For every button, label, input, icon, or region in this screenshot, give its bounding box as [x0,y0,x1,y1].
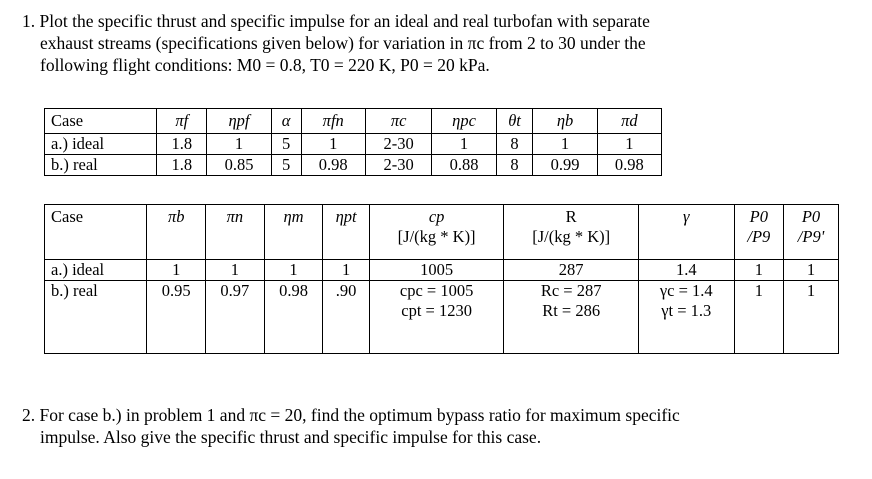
table-cell: 0.95 [147,281,206,354]
table-cell: 2-30 [365,134,432,155]
header-cell [734,205,783,260]
table-cell: 1 [206,260,265,281]
header-cell [784,205,839,260]
header-symbol: R [565,207,577,226]
table-cell: 1 [264,260,323,281]
table-cell: 1 [301,134,365,155]
problem-1-line-1: 1. Plot the specific thrust and specific impulse for an ideal and real turbofan with separate [22,11,650,31]
cell-line: Rc = 287 [540,281,602,300]
table-cell: 0.99 [533,155,597,176]
table-cell: 5 [271,134,301,155]
spec-table-2 [44,204,839,354]
table-cell: 1 [734,281,783,354]
problem-2-line-2: impulse. Also give the specific thrust and specific impulse for this case. [40,427,542,447]
cell-line: Rt = 286 [542,301,601,320]
table-cell: 8 [496,134,533,155]
problem-1 [22,10,650,76]
header-unit: [J/(kg * K)] [532,227,611,246]
cell-line: γt = 1.3 [661,301,712,320]
table-cell: 8 [496,155,533,176]
problem-1-line-2: exhaust streams (specifications given below) for variation in πc from 2 to 30 under the [40,33,646,53]
header-cell: Case [45,109,157,134]
header-cell: πc [365,109,432,134]
header-unit: /P9' [797,227,825,246]
table-cell: 287 [504,260,639,281]
table-cell [504,281,639,354]
table-cell [369,281,504,354]
problem-2 [22,404,680,448]
header-unit: /P9 [747,227,771,246]
header-cell: πfn [301,109,365,134]
table-cell: 1 [207,134,271,155]
table-cell: 5 [271,155,301,176]
header-cell: πf [157,109,207,134]
header-cell: Case [45,205,147,260]
cell-line: cpc = 1005 [399,281,474,300]
table-cell: 0.98 [301,155,365,176]
table-cell: 1 [147,260,206,281]
header-cell: ηpc [432,109,496,134]
table-cell: 1.8 [157,134,207,155]
table-cell: 1 [323,260,370,281]
problem-1-line-3: following flight conditions: M0 = 0.8, T0 = 220 K, P0 = 20 kPa. [40,55,490,75]
problem-2-line-1: 2. For case b.) in problem 1 and πc = 20, find the optimum bypass ratio for maximum specific [22,405,680,425]
table-row [45,134,662,155]
table-row [45,281,839,354]
table-cell: 0.85 [207,155,271,176]
header-cell: γ [638,205,734,260]
table-cell: 1 [597,134,661,155]
table-row [45,155,662,176]
cell-line: γc = 1.4 [659,281,713,300]
table-cell: a.) ideal [45,260,147,281]
table-cell: 1.8 [157,155,207,176]
header-cell [504,205,639,260]
table-cell: 1 [432,134,496,155]
header-symbol: cp [428,207,445,226]
table-cell: 1 [784,281,839,354]
header-cell: ηpf [207,109,271,134]
table-cell: b.) real [45,281,147,354]
header-unit: [J/(kg * K)] [397,227,476,246]
header-cell: ηm [264,205,323,260]
table-cell: 1 [734,260,783,281]
table-cell: 0.97 [206,281,265,354]
table-cell: 0.88 [432,155,496,176]
header-cell: ηb [533,109,597,134]
header-cell: πb [147,205,206,260]
table-cell: 1 [533,134,597,155]
spec-table-1 [44,108,662,176]
header-cell: α [271,109,301,134]
header-cell: ηpt [323,205,370,260]
header-symbol: P0 [801,207,821,226]
cell-line: cpt = 1230 [401,301,472,320]
table-cell: b.) real [45,155,157,176]
table-row [45,260,839,281]
header-symbol: P0 [749,207,768,226]
header-cell: πn [206,205,265,260]
header-cell: θt [496,109,533,134]
table-cell: a.) ideal [45,134,157,155]
table-cell: 0.98 [264,281,323,354]
table-cell: 2-30 [365,155,432,176]
table-cell [638,281,734,354]
header-cell [369,205,504,260]
table-cell: .90 [323,281,370,354]
table-header-row [45,205,839,260]
table-cell: 0.98 [597,155,661,176]
table-cell: 1005 [369,260,504,281]
table-cell: 1.4 [638,260,734,281]
table-header-row [45,109,662,134]
header-cell: πd [597,109,661,134]
table-cell: 1 [784,260,839,281]
